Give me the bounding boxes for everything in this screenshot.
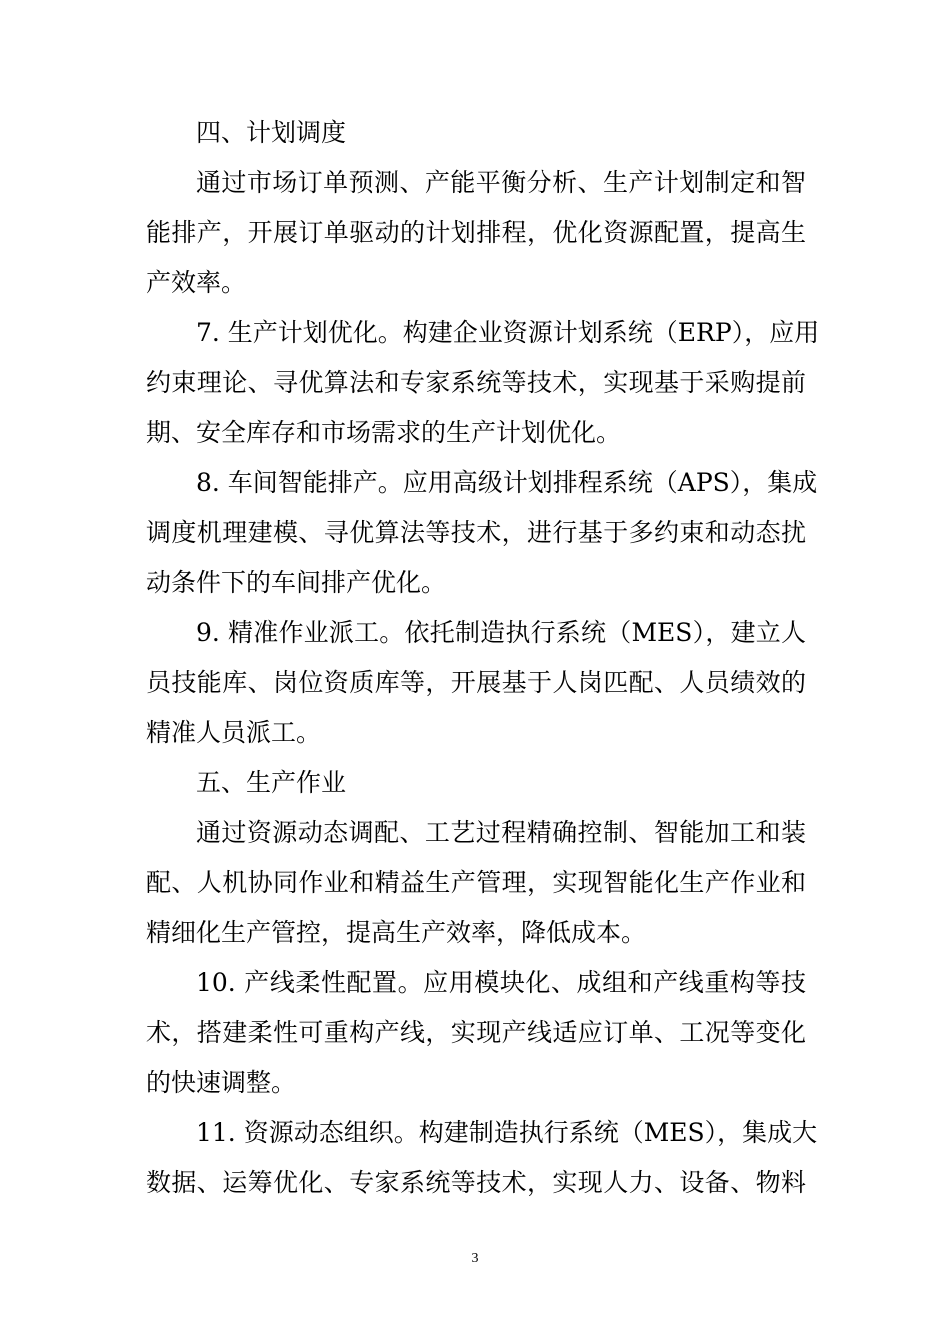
paragraph-line: 配、人机协同作业和精益生产管理，实现智能化生产作业和 [146,868,806,897]
item-10-line: 术，搭建柔性可重构产线，实现产线适应订单、工况等变化 [146,1018,806,1047]
item-10-line: 的快速调整。 [146,1068,297,1097]
item-8-line: 调度机理建模、寻优算法等技术，进行基于多约束和动态扰 [146,518,806,547]
item-9-line: 员技能库、岗位资质库等，开展基于人岗匹配、人员绩效的 [146,668,806,697]
item-8-line: 动条件下的车间排产优化。 [146,568,447,597]
section-heading-4: 四、计划调度 [196,118,347,147]
item-7-line: 约束理论、寻优算法和专家系统等技术，实现基于采购提前 [146,368,806,397]
item-7-line: 7. 生产计划优化。构建企业资源计划系统（ERP），应用 [196,318,820,347]
item-11-line: 数据、运筹优化、专家系统等技术，实现人力、设备、物料 [146,1168,806,1197]
section-heading-5: 五、生产作业 [196,768,347,797]
item-10-line: 10. 产线柔性配置。应用模块化、成组和产线重构等技 [196,968,806,997]
paragraph-line: 产效率。 [146,268,247,297]
paragraph-line: 通过市场订单预测、产能平衡分析、生产计划制定和智 [196,168,806,197]
page-number: 3 [471,1251,479,1266]
paragraph-line: 通过资源动态调配、工艺过程精确控制、智能加工和装 [196,818,806,847]
item-9-line: 精准人员派工。 [146,718,322,747]
item-11-line: 11. 资源动态组织。构建制造执行系统（MES），集成大 [196,1118,818,1147]
paragraph-line: 精细化生产管控，提高生产效率，降低成本。 [146,918,647,947]
item-9-line: 9. 精准作业派工。依托制造执行系统（MES），建立人 [196,618,806,647]
item-7-line: 期、安全库存和市场需求的生产计划优化。 [146,418,622,447]
item-8-line: 8. 车间智能排产。应用高级计划排程系统（APS），集成 [196,468,818,497]
paragraph-line: 能排产，开展订单驱动的计划排程，优化资源配置，提高生 [146,218,806,247]
